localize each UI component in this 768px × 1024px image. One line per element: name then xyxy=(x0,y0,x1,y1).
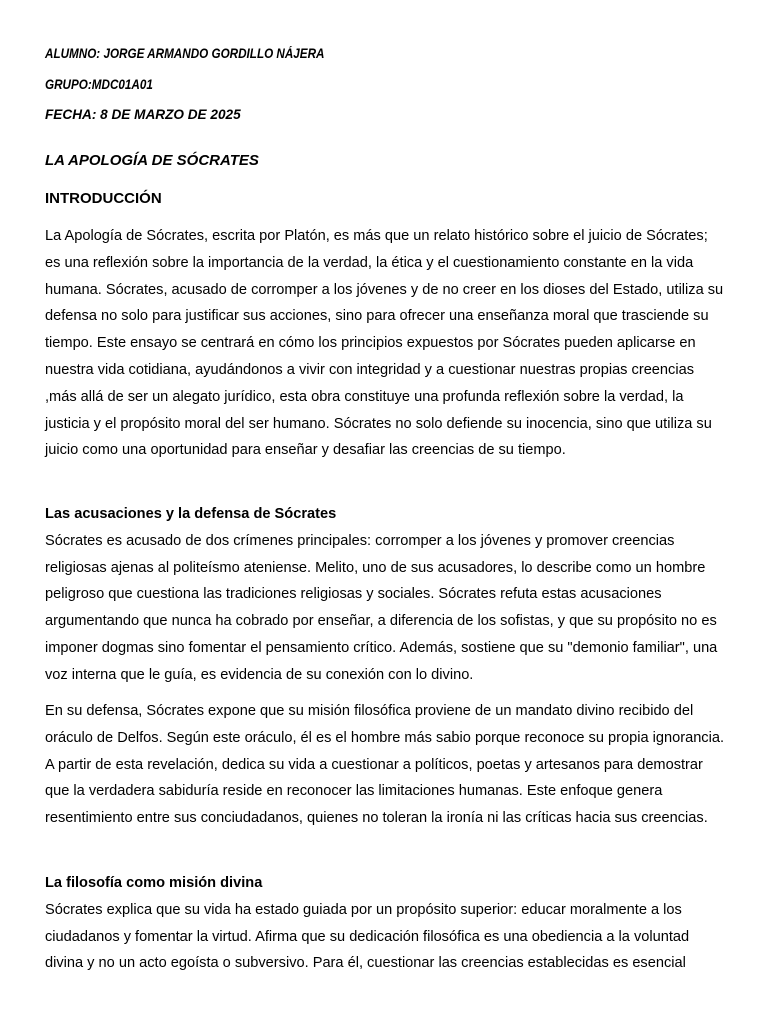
defense-paragraph: En su defensa, Sócrates expone que su misión filosófica proviene de un mandato divino recibido del oráculo de Delfos. Según este oráculo, él es el hombre más sabio porque reconoce su propia ignorancia. A partir de esta revelación, dedica su vida a cuestionar a políticos, poetas y artesanos para demostrar que la verdadera sabiduría reside en reconocer las limitaciones humanas. Este enfoque genera resentimiento entre sus conciudadanos, quienes no toleran la ironía ni las críticas hacia sus creencias. xyxy=(45,703,725,827)
divine-mission-paragraph: Sócrates explica que su vida ha estado guiada por un propósito superior: educar moralmente a los ciudadanos y fomentar la virtud. Afirma que su dedicación filosófica es una obediencia a la voluntad divina y no un acto egoísta o subversivo. Para él, cuestionar las creencias establecidas es esencial xyxy=(45,901,690,972)
document-title: LA APOLOGÍA DE SÓCRATES xyxy=(45,152,259,169)
intro-paragraph: La Apología de Sócrates, escrita por Platón, es más que un relato histórico sobre el juicio de Sócrates; es una reflexión sobre la importancia de la verdad, la ética y el cuestionamiento constante en la vida humana. Sócrates, acusado de corromper a los jóvenes y de no creer en los dioses del Estado, utiliza su defensa no solo para justificar sus acciones, sino para ofrecer una enseñanza moral que trasciende su tiempo. Este ensayo se centrará en cómo los principios expuestos por Sócrates pueden aplicarse en nuestra vida cotidiana, ayudándonos a vivir con integridad y a cuestionar nuestras propias creencias ,más allá de ser un alegato jurídico, esta obra constituye una profunda reflexión sobre la verdad, la justicia y el propósito moral del ser humano. Sócrates no solo defiende su inocencia, sino que utiliza su juicio como una oportunidad para enseñar y desafiar las creencias de su tiempo. xyxy=(45,228,724,459)
document-date: FECHA: 8 DE MARZO DE 2025 xyxy=(45,107,241,122)
student-name: ALUMNO: JORGE ARMANDO GORDILLO NÁJERA xyxy=(45,46,325,61)
group-code: GRUPO:MDC01A01 xyxy=(45,77,153,92)
accusations-paragraph: Sócrates es acusado de dos crímenes principales: corromper a los jóvenes y promover creencias religiosas ajenas al politeísmo ateniense. Melito, uno de sus acusadores, lo describe como un hombre peligroso que cuestiona las tradiciones religiosas y sociales. Sócrates refuta estas acusaciones argumentando que nunca ha cobrado por enseñar, a diferencia de los sofistas, y que su propósito no es imponer dogmas sino fomentar el pensamiento crítico. Además, sostiene que su "demonio familiar", una voz interna que le guía, es evidencia de su conexión con lo divino. xyxy=(45,532,718,683)
divine-mission-heading: La filosofía como misión divina xyxy=(45,875,263,891)
divine-mission-section xyxy=(45,870,725,977)
intro-heading: INTRODUCCIÓN xyxy=(45,190,162,207)
accusations-heading: Las acusaciones y la defensa de Sócrates xyxy=(45,506,337,522)
accusations-section xyxy=(45,501,725,689)
